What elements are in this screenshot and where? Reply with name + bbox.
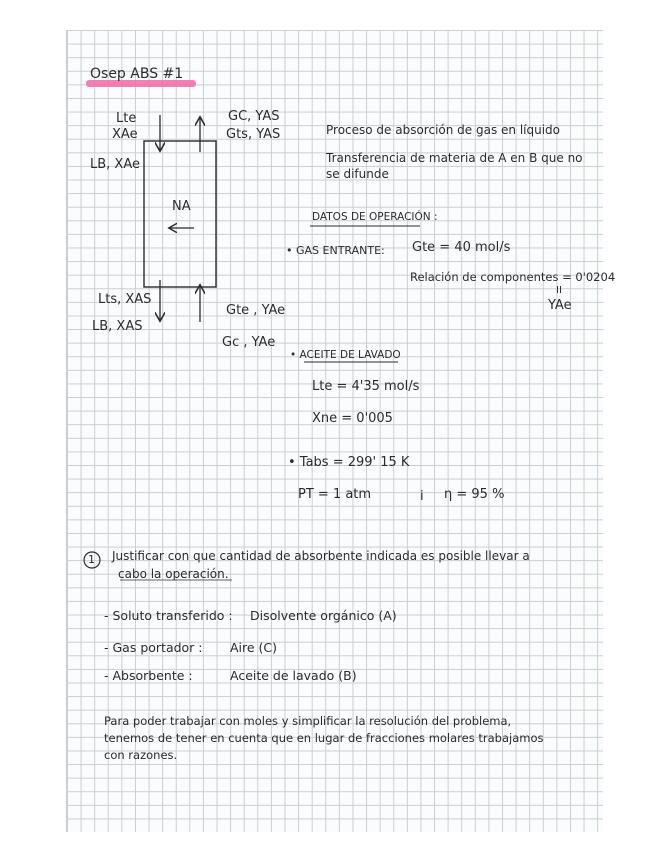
gas-entrante-label: • GAS ENTRANTE: — [286, 244, 385, 257]
eta-value: η = 95 % — [444, 487, 505, 502]
question-number: 1 — [88, 553, 95, 566]
label-gc-yae: Gc , YAe — [222, 335, 276, 350]
item-soluto-value: Disolvente orgánico (A) — [250, 608, 397, 623]
description-line-1: Proceso de absorción de gas en líquido — [326, 123, 561, 137]
item-gas-label: - Gas portador : — [104, 640, 203, 655]
label-lte: Lte — [116, 111, 137, 126]
lte-value: Lte = 4'35 mol/s — [312, 379, 420, 394]
gas-entrante-value: Gte = 40 mol/s — [412, 240, 511, 255]
label-na: NA — [172, 199, 191, 214]
label-lb-xas: LB, XAS — [92, 319, 143, 334]
item-absorbente-label: - Absorbente : — [104, 668, 193, 683]
datos-heading: DATOS DE OPERACIÓN : — [312, 211, 438, 223]
pt-value: PT = 1 atm — [298, 487, 372, 502]
item-gas-value: Aire (C) — [230, 640, 278, 655]
label-xae: XAe — [112, 127, 138, 142]
paragraph-line-3: con razones. — [104, 748, 178, 762]
description-line-2: Transferencia de materia de A en B que no — [326, 151, 583, 165]
description-line-3: se difunde — [326, 167, 389, 181]
label-gc-yas: GC, YAS — [228, 109, 280, 124]
paragraph-line-2: tenemos de tener en cuenta que en lugar de fracciones molares trabajamos — [104, 731, 544, 745]
item-soluto-label: - Soluto transferido : — [104, 608, 233, 623]
page-title: Osep ABS #1 — [90, 66, 184, 82]
separator: i — [420, 489, 424, 504]
relacion-equals: II — [556, 285, 562, 296]
question-line-2: cabo la operación. — [118, 567, 229, 581]
label-lb-xae: LB, XAe — [90, 157, 140, 172]
question-line-1: Justificar con que cantidad de absorbente indicada es posible llevar a — [112, 549, 530, 563]
aceite-label: • ACEITE DE LAVADO — [290, 349, 401, 361]
label-lts-xas: Lts, XAS — [98, 292, 152, 307]
label-gte-yae: Gte , YAe — [226, 303, 286, 318]
xae-value: Xne = 0'005 — [312, 411, 393, 426]
tabs-value: • Tabs = 299' 15 K — [288, 455, 410, 470]
label-gts-yas: Gts, YAS — [226, 127, 281, 142]
paragraph-line-1: Para poder trabajar con moles y simplificar la resolución del problema, — [104, 714, 512, 728]
relacion-var: YAe — [548, 298, 572, 313]
relacion-componentes: Relación de componentes = 0'0204 — [410, 270, 616, 284]
item-absorbente-value: Aceite de lavado (B) — [230, 668, 357, 683]
column-box — [144, 141, 216, 287]
